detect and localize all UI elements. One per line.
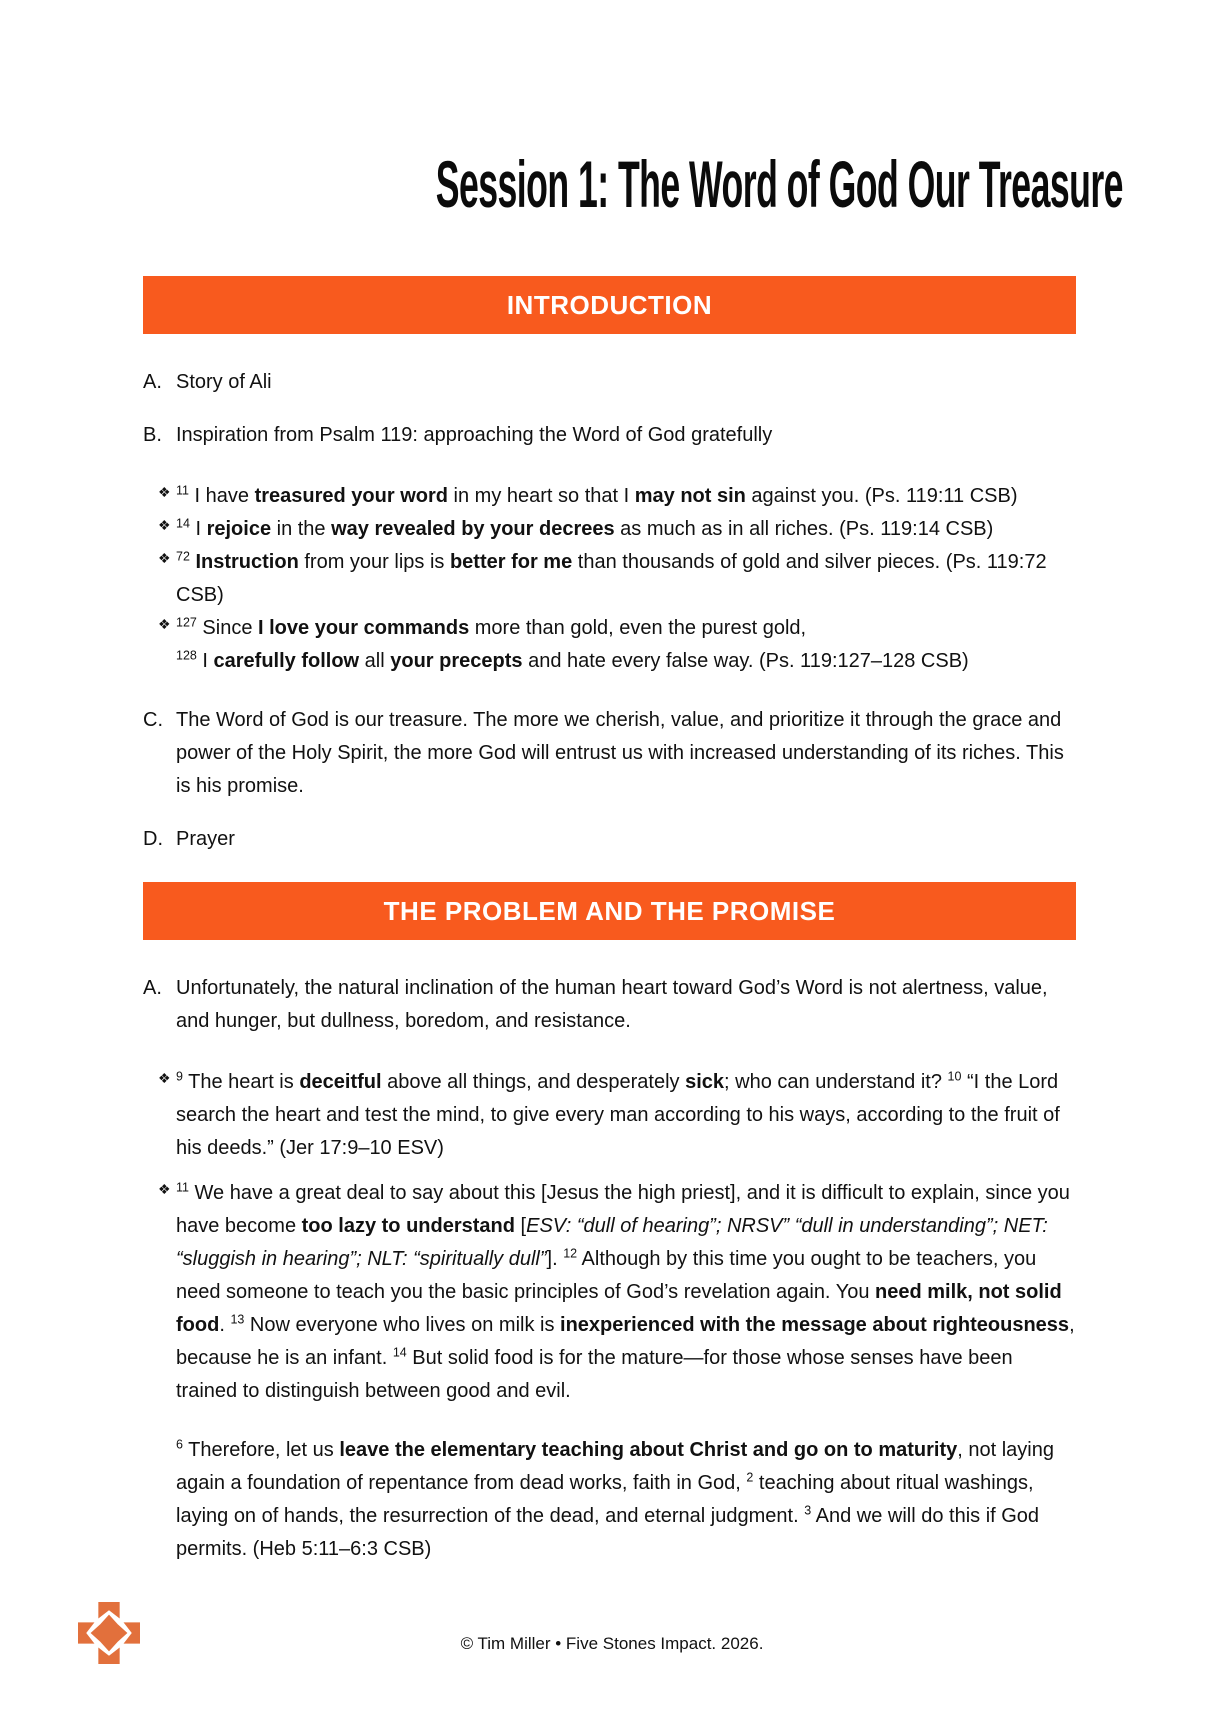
verse-number: 128 bbox=[176, 648, 197, 663]
page-title-text: Session 1: The Word of God Our Treasure bbox=[435, 147, 1123, 221]
verse-number: 10 bbox=[947, 1069, 962, 1084]
text-run: against you. (Ps. 119:11 CSB) bbox=[745, 485, 1018, 507]
section-header bbox=[143, 882, 1076, 940]
list-item-text bbox=[176, 823, 1076, 856]
text-run: deceitful bbox=[299, 1071, 382, 1093]
text-run: [ bbox=[514, 1215, 527, 1237]
text-run: in my heart so that I bbox=[447, 485, 635, 507]
list-item-label: A. bbox=[143, 371, 162, 393]
text-run: teaching about ritual washings, laying on of hands, the resurrection of the dead, and eternal judgment. bbox=[176, 1472, 1034, 1527]
text-run: Although by this time you ought to be teachers, you need someone to teach you the basic principles of God’s revelation again. You bbox=[176, 1248, 1037, 1303]
text-run: as much as in all riches. (Ps. 119:14 CSB) bbox=[614, 518, 994, 540]
list-item-label: D. bbox=[143, 828, 163, 850]
list-item bbox=[143, 823, 1076, 856]
list-item-text bbox=[176, 366, 1076, 399]
verse-number: 2 bbox=[746, 1470, 754, 1485]
bullet-item bbox=[143, 612, 1076, 645]
text-run: ESV: “dull of hearing”; NRSV” “dull in understanding”; NET: “sluggish in hearing”; NLT: “spiritually dull” bbox=[176, 1215, 1048, 1270]
footer-copyright: © Tim Miller • Five Stones Impact. 2026. bbox=[460, 1634, 764, 1653]
text-run: better for me bbox=[449, 551, 573, 573]
bullet-list bbox=[143, 1066, 1076, 1408]
text-run: Therefore, let us bbox=[182, 1439, 340, 1461]
text-run: above all things, and desperately bbox=[381, 1071, 686, 1093]
diamond-bullet-icon: ❖ bbox=[158, 517, 171, 533]
diamond-bullet-icon: ❖ bbox=[158, 550, 171, 566]
text-run: way revealed by your decrees bbox=[331, 518, 615, 540]
text-run: all bbox=[359, 650, 391, 672]
text-run: from your lips is bbox=[298, 551, 450, 573]
text-run: I have bbox=[188, 485, 255, 507]
list-item-label: C. bbox=[143, 709, 163, 731]
verse-number: 13 bbox=[230, 1312, 245, 1327]
list-item-label: B. bbox=[143, 424, 162, 446]
text-run: and hate every false way. (Ps. 119:127–128 CSB) bbox=[522, 650, 969, 672]
text-run: rejoice bbox=[206, 518, 272, 540]
text-run: I bbox=[189, 518, 207, 540]
section-header bbox=[143, 276, 1076, 334]
text-run: Since bbox=[196, 617, 259, 639]
verse-number: 11 bbox=[176, 483, 189, 498]
list-item-text bbox=[176, 704, 1076, 803]
diamond-bullet-icon: ❖ bbox=[158, 616, 171, 632]
diamond-bullet-icon: ❖ bbox=[158, 1070, 171, 1086]
text-run: than thousands of gold and silver pieces. (Ps. 119:72 CSB) bbox=[176, 551, 1047, 606]
text-run: may not sin bbox=[634, 485, 746, 507]
list-item-text bbox=[176, 419, 1076, 452]
text-run: And we will do this if God permits. (Heb 5:11–6:3 CSB) bbox=[176, 1505, 1040, 1560]
text-run: Now everyone who lives on milk is bbox=[244, 1314, 561, 1336]
text-run: ]. bbox=[546, 1248, 564, 1270]
verse-number: 72 bbox=[176, 549, 190, 564]
text-run: inexperienced with the message about righteousness bbox=[560, 1314, 1070, 1336]
page-content bbox=[0, 147, 1224, 1566]
text-run: leave the elementary teaching about Christ and go on to maturity bbox=[339, 1439, 958, 1461]
paragraph bbox=[143, 1434, 1076, 1566]
bullet-list bbox=[143, 480, 1076, 678]
bullet-item bbox=[143, 1066, 1076, 1165]
verse-number: 11 bbox=[176, 1180, 189, 1195]
document-page bbox=[0, 147, 1224, 1734]
section-header-label: INTRODUCTION bbox=[506, 289, 713, 320]
text-run: Unfortunately, the natural inclination of the human heart toward God’s Word is not alertness, value, and hunger, but dullness, boredom, and resistance. bbox=[176, 977, 1048, 1032]
text-run: ; who can understand it? bbox=[724, 1071, 948, 1093]
text-run: The heart is bbox=[182, 1071, 300, 1093]
text-run: more than gold, even the purest gold, bbox=[469, 617, 807, 639]
text-run: Inspiration from Psalm 119: approaching the Word of God gratefully bbox=[176, 424, 773, 446]
list-item-text bbox=[176, 972, 1076, 1038]
verse-number: 9 bbox=[176, 1069, 183, 1084]
verse-number: 14 bbox=[176, 516, 190, 531]
list-item-label: A. bbox=[143, 977, 162, 999]
text-run: The Word of God is our treasure. The more we cherish, value, and prioritize it through the grace and power of the Holy Spirit, the more God will entrust us with increased understanding of its riches. This is his promise. bbox=[176, 709, 1064, 797]
bullet-item bbox=[143, 513, 1076, 546]
section-header-label: THE PROBLEM AND THE PROMISE bbox=[383, 895, 836, 926]
list-item bbox=[143, 419, 1076, 452]
list-item bbox=[143, 366, 1076, 399]
text-run: your precepts bbox=[390, 650, 523, 672]
text-run: But solid food is for the mature—for those whose senses have been trained to distinguish between good and evil. bbox=[176, 1347, 1013, 1402]
diamond-bullet-icon: ❖ bbox=[158, 484, 171, 500]
bullet-item bbox=[143, 546, 1076, 612]
text-run: Prayer bbox=[176, 828, 235, 850]
text-run: too lazy to understand bbox=[301, 1215, 515, 1237]
text-run: “I the Lord search the heart and test the mind, to give every man according to his ways, according to the fruit of his deeds.” (Jer 17:9–10 ESV) bbox=[176, 1071, 1060, 1159]
section bbox=[143, 276, 1076, 856]
text-run: treasured your word bbox=[254, 485, 448, 507]
page-title bbox=[143, 147, 1123, 221]
sections-container bbox=[143, 276, 1076, 1566]
list-item bbox=[143, 972, 1076, 1038]
text-run: need milk, not solid food bbox=[176, 1281, 1062, 1336]
bullet-item bbox=[143, 1177, 1076, 1408]
text-run: We have a great deal to say about this [Jesus the high priest], and it is difficult to explain, since you have become bbox=[176, 1182, 1070, 1237]
verse-number: 12 bbox=[563, 1246, 578, 1261]
text-run: Instruction bbox=[195, 551, 299, 573]
text-run: I bbox=[196, 650, 214, 672]
text-run: . bbox=[219, 1314, 231, 1336]
section bbox=[143, 882, 1076, 1566]
bullet-item bbox=[143, 645, 1076, 678]
text-run: Story of Ali bbox=[176, 371, 272, 393]
text-run: I love your commands bbox=[258, 617, 470, 639]
verse-number: 14 bbox=[392, 1345, 407, 1360]
verse-number: 6 bbox=[176, 1437, 183, 1452]
verse-number: 127 bbox=[176, 615, 197, 630]
bullet-item bbox=[143, 480, 1076, 513]
text-run: sick bbox=[685, 1071, 725, 1093]
list-item bbox=[143, 704, 1076, 803]
diamond-bullet-icon: ❖ bbox=[158, 1181, 171, 1197]
verse-number: 3 bbox=[804, 1503, 812, 1518]
text-run: in the bbox=[271, 518, 332, 540]
text-run: carefully follow bbox=[213, 650, 360, 672]
text-run: , because he is an infant. bbox=[176, 1314, 1075, 1369]
text-run: , not laying again a foundation of repentance from dead works, faith in God, bbox=[176, 1439, 1054, 1494]
